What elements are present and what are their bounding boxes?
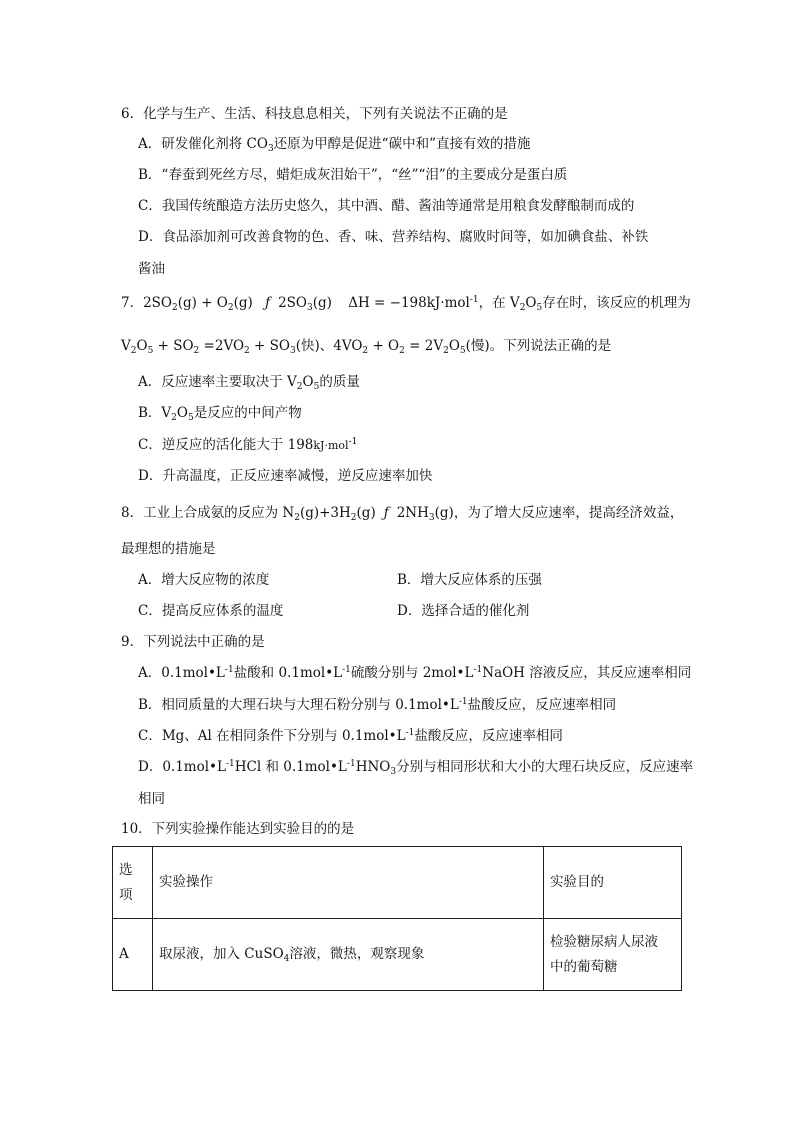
- q8-option-a: A．增大反应物的浓度: [138, 572, 270, 588]
- table-header-row: [113, 847, 682, 919]
- q6-option-b: B．“春蚕到死丝方尽，蜡炬成灰泪始干”，“丝”“泪”的主要成分是蛋白质: [138, 167, 568, 183]
- q9-option-a: A．$0.1mol•L^{-1}$盐酸和 $0.1mol•L^{-1}$硫酸分别与 $2mol•L^{-1}NaOH$ 溶液反应，其反应速率相同: [138, 665, 692, 681]
- q8-stem: 8．工业上合成氨的反应为 $N_2(g)+3H_2(g)$ ƒ $2NH_3(g)$，为了增大反应速率，提高经济效益，: [121, 505, 684, 523]
- q9-option-b: B．相同质量的大理石块与大理石粉分别与 $0.1mol•L^{-1}$盐酸反应，反应速率相同: [138, 697, 617, 713]
- header-option: 选 项: [113, 847, 153, 919]
- q7-option-a: A．反应速率主要取决于 $V_2O_5$的质量: [138, 374, 360, 392]
- q8-stem-cont: 最理想的措施是: [121, 541, 216, 557]
- row-a-option: A: [113, 919, 153, 991]
- q9-stem: 9．下列说法中正确的是: [121, 634, 265, 650]
- q7-option-d: D．升高温度，正反应速率减慢，逆反应速率加快: [138, 468, 433, 484]
- q6-option-d: D．食品添加剂可改善食物的色、香、味、营养结构、腐败时间等，如加碘食盐、补铁: [138, 229, 649, 245]
- q10-stem: 10．下列实验操作能达到实验目的的是: [121, 821, 355, 837]
- q7-stem: 7．$2SO_2(g) + O_2(g)$ ƒ $2SO_3(g) \Delta H = -198kJ\cdot mol^{-1}$，在 $V_2O_5$存在时，该反应的机理为: [121, 295, 691, 313]
- q6-option-c: C．我国传统酿造方法历史悠久，其中酒、醋、酱油等通常是用粮食发酵酿制而成的: [138, 198, 635, 214]
- row-a-goal: 检验糖尿病人尿液 中的葡萄糖: [544, 919, 682, 991]
- table-row: [113, 919, 682, 991]
- row-a-operation: 取尿液，加入 CuSO$_4$溶液，微热，观察现象: [153, 919, 544, 991]
- q9-option-d-cont: 相同: [138, 791, 165, 807]
- header-goal: 实验目的: [544, 847, 682, 919]
- q6-stem: 6．化学与生产、生活、科技息息相关，下列有关说法不正确的是: [121, 106, 508, 122]
- q8-option-d: D．选择合适的催化剂: [397, 603, 530, 619]
- q7-option-b: B．$V_2O_5$是反应的中间产物: [138, 405, 302, 423]
- header-operation: 实验操作: [153, 847, 544, 919]
- q7-mechanism: $V_2O_5 + SO_2 =2VO_2 + SO_3$(快)、$4VO_2 + O_2 = 2V_2O_5$(慢)。下列说法正确的是: [121, 338, 612, 356]
- q9-option-c: C．Mg、Al 在相同条件下分别与 $0.1mol•L^{-1}$盐酸反应，反应速率相同: [138, 728, 563, 744]
- q6-option-a: A．研发催化剂将 $CO_3$还原为甲醇是促进“碳中和”直接有效的措施: [138, 136, 531, 154]
- q7-option-c: C．逆反应的活化能大于 198kJ·mol$^{-1}$: [138, 437, 358, 453]
- q10-table: [112, 846, 682, 991]
- q6-option-d-cont: 酱油: [138, 261, 165, 277]
- q9-option-d: D．$0.1mol•L^{-1}HCl$ 和 $0.1mol•L^{-1}HNO_3$分别与相同形状和大小的大理石块反应，反应速率: [138, 759, 694, 777]
- q8-option-b: B．增大反应体系的压强: [397, 572, 542, 588]
- q8-option-c: C．提高反应体系的温度: [138, 603, 284, 619]
